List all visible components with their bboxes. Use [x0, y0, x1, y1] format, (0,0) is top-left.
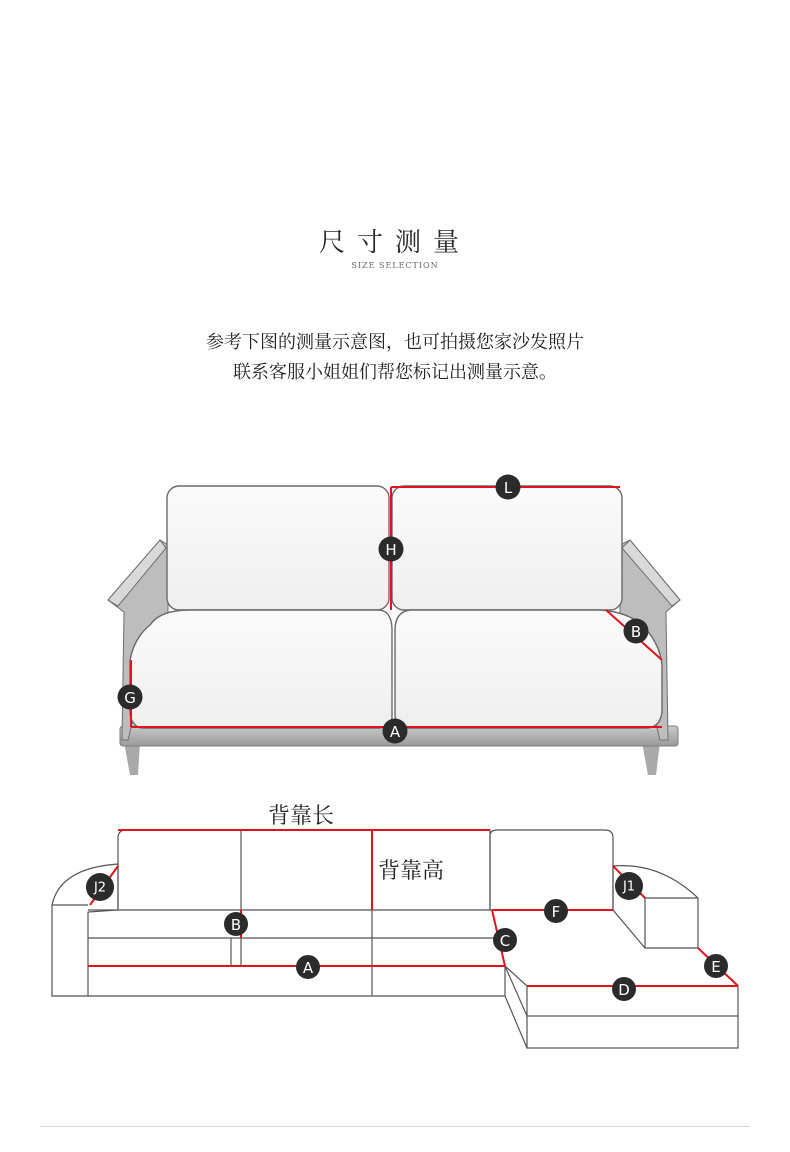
- marker-G-label: G: [124, 689, 136, 707]
- marker-F-label: F: [551, 903, 561, 921]
- marker-B-label: B: [630, 623, 642, 641]
- marker-H-label: H: [385, 541, 397, 559]
- marker-J2: [86, 873, 114, 901]
- sectional-measure-lines: [88, 830, 738, 986]
- description-line-2: 联系客服小姐姐们帮您标记出测量示意。: [233, 362, 557, 383]
- label-back-length: 背靠长: [268, 804, 335, 829]
- marker-A-label: A: [389, 723, 401, 741]
- label-back-height: 背靠高: [378, 859, 445, 884]
- marker-J1-label: J1: [622, 879, 636, 895]
- marker-A2: [296, 955, 320, 979]
- page-subtitle: SIZE SELECTION: [351, 261, 439, 270]
- marker-C-label: C: [499, 932, 511, 950]
- marker-D: [612, 977, 636, 1001]
- marker-B2: [224, 912, 248, 936]
- marker-E-label: E: [711, 958, 721, 976]
- marker-B2-label: B: [230, 916, 242, 934]
- marker-J2-label: J2: [93, 880, 107, 896]
- marker-J1: [615, 872, 643, 900]
- marker-A2-label: A: [302, 959, 314, 977]
- marker-D-label: D: [618, 981, 630, 999]
- marker-L-label: L: [503, 479, 513, 497]
- marker-C: [493, 928, 517, 952]
- page-title: 尺寸测量: [318, 228, 471, 258]
- marker-E: [704, 954, 728, 978]
- bottom-divider: [40, 1126, 750, 1127]
- marker-F: [544, 899, 568, 923]
- description-line-1: 参考下图的测量示意图，也可拍摄您家沙发照片: [206, 332, 584, 353]
